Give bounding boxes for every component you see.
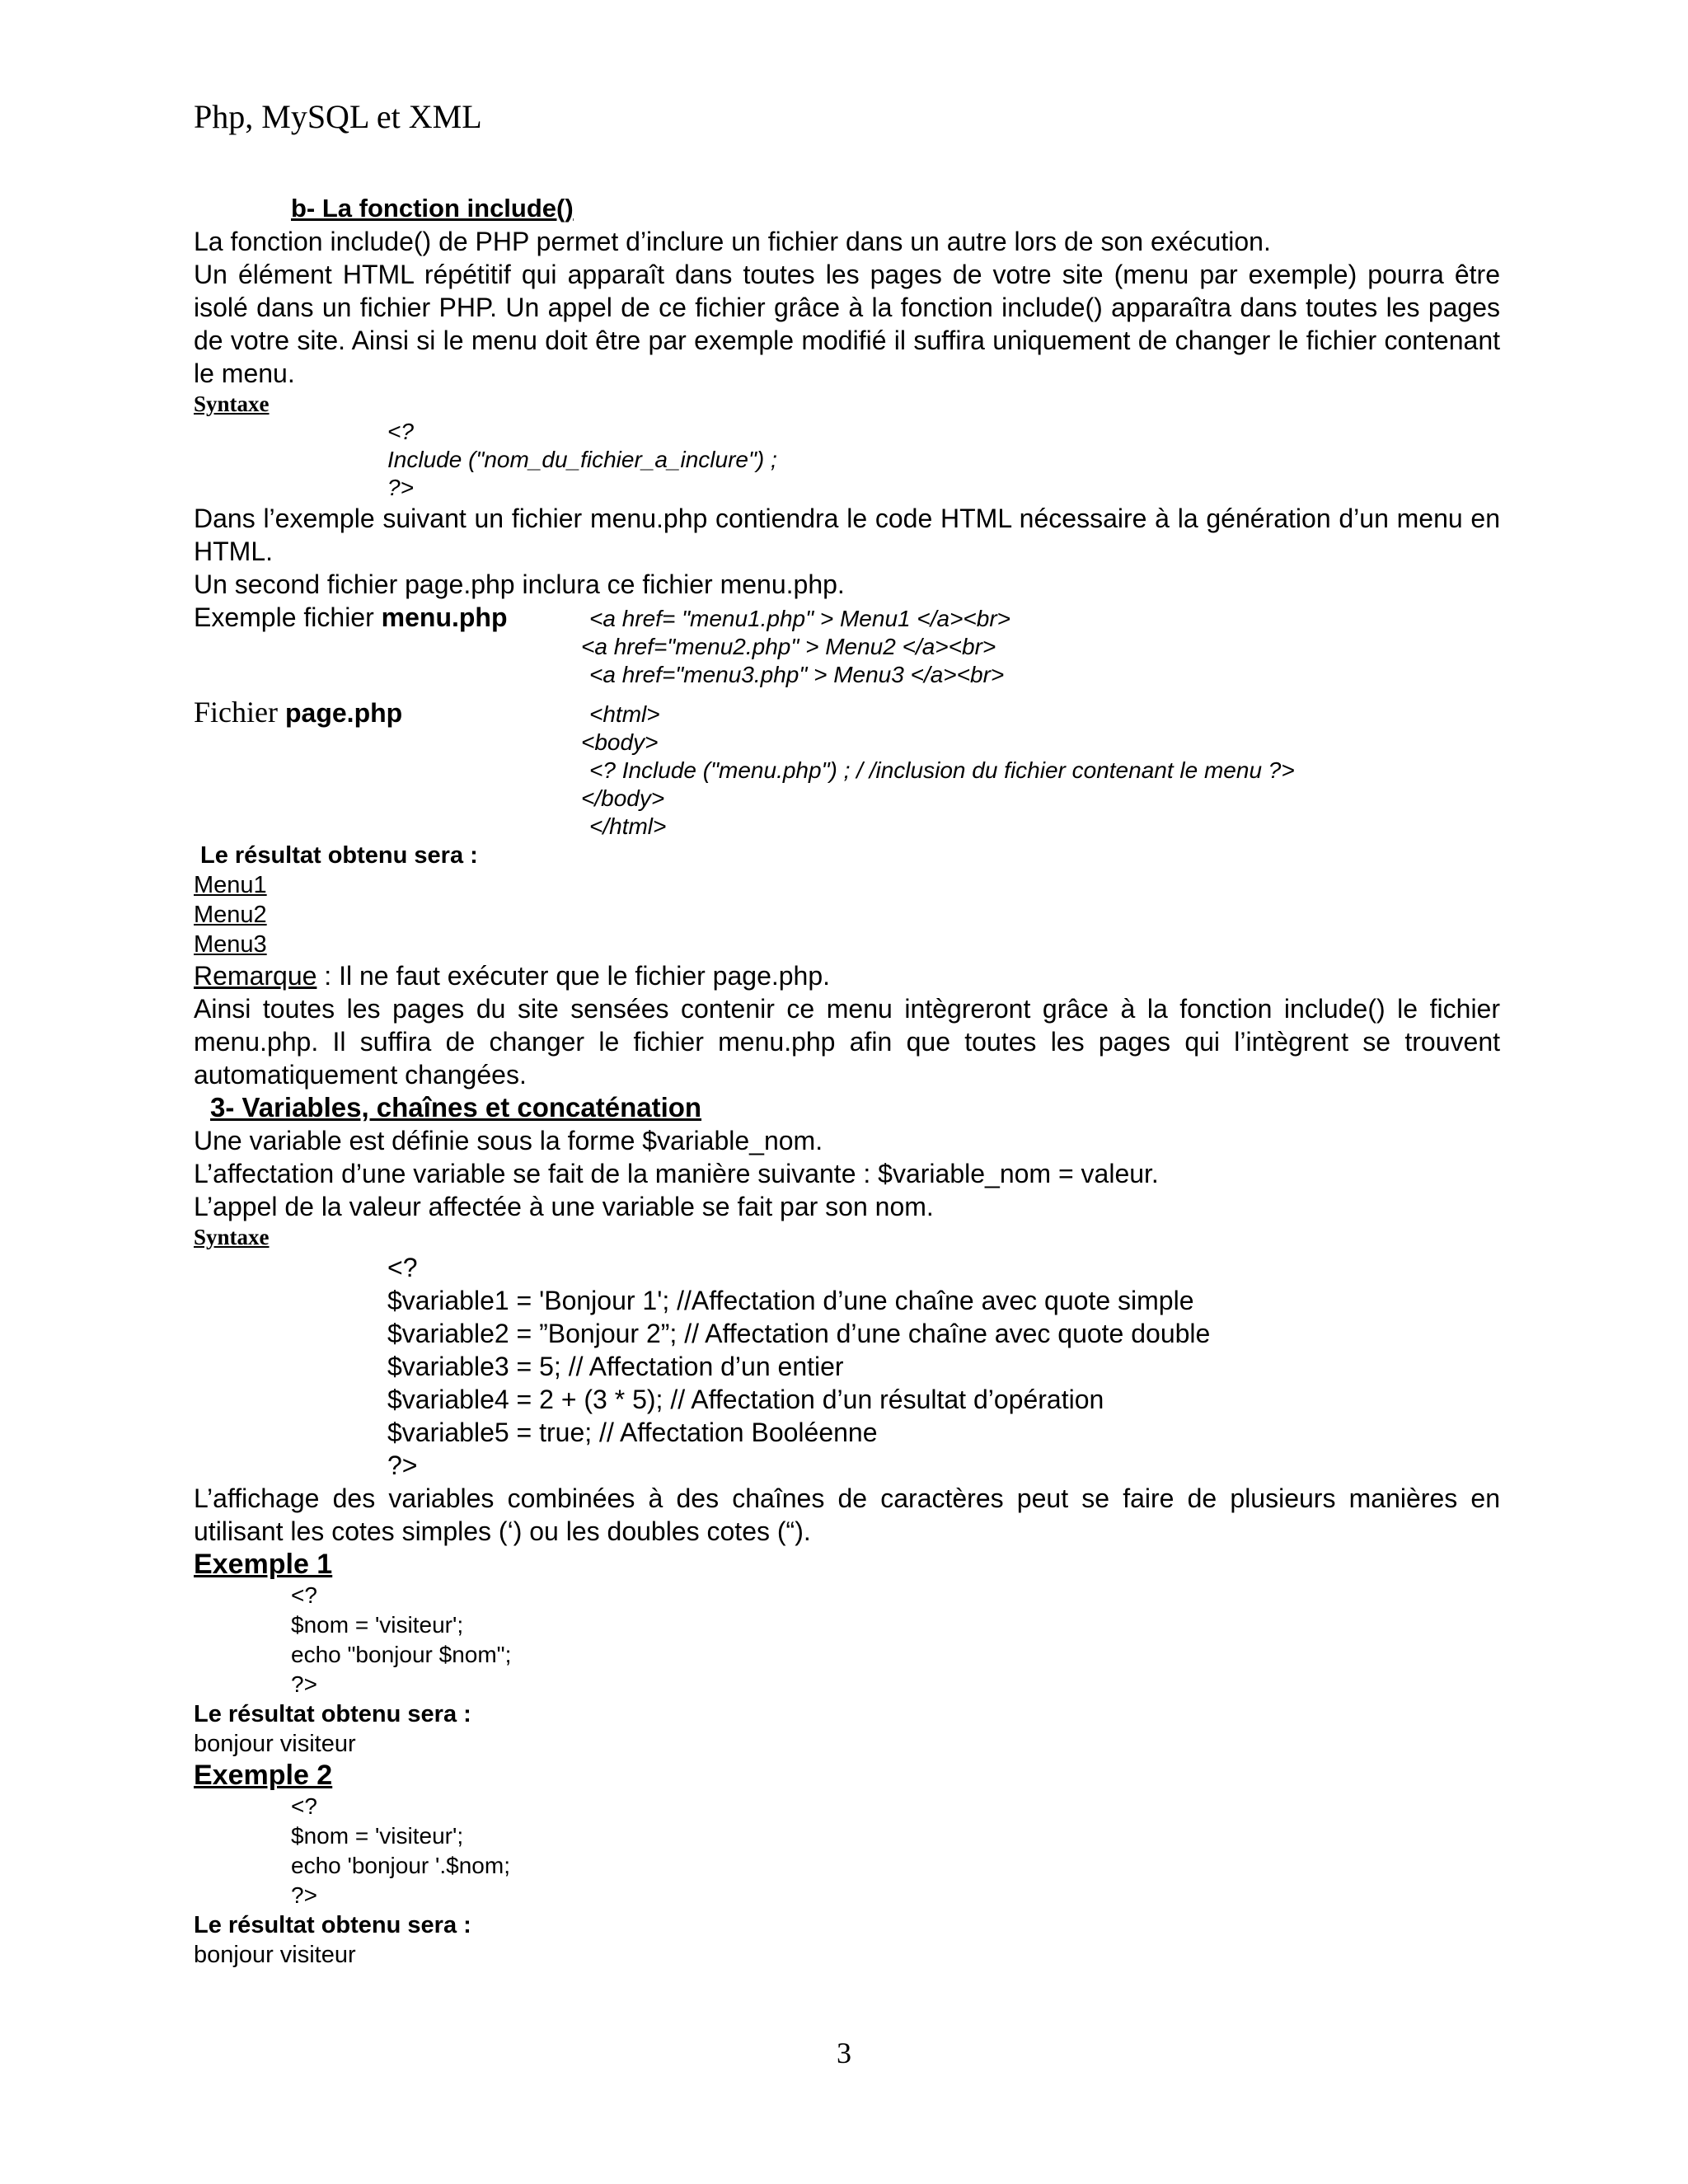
result-value: bonjour visiteur <box>194 1731 356 1757</box>
result-link-menu2: Menu2 <box>194 902 267 928</box>
code-line: $nom = 'visiteur'; <box>291 1823 464 1849</box>
code-line: echo "bonjour $nom"; <box>291 1642 512 1667</box>
code-line: <? <box>291 1793 317 1819</box>
example-title: Exemple 1 <box>194 1549 333 1580</box>
code-line: <a href="menu3.php" > Menu3 </a><br> <box>589 662 1005 687</box>
section-title: 3- Variables, chaînes et concaténation <box>210 1092 702 1122</box>
code-line: <body> <box>581 729 659 755</box>
variables-line: L’appel de la valeur affectée à une variable se fait par son nom. <box>194 1192 934 1221</box>
code-line: <a href="menu2.php" > Menu2 </a><br> <box>581 634 996 659</box>
result-link-menu1: Menu1 <box>194 872 267 898</box>
second-file-line: Un second fichier page.php inclura ce fichier menu.php. <box>194 569 845 599</box>
code-line: </html> <box>589 813 667 839</box>
display-paragraph: L’affichage des variables combinées à des chaînes de caractères peut se faire de plusieurs manières en utilisant les cotes simples (‘) ou les doubles cotes (“). <box>194 1483 1500 1546</box>
menu-example-label <box>194 601 581 634</box>
page-example-label <box>194 696 581 729</box>
remark-text: : Il ne faut exécuter que le fichier page.php. <box>316 961 831 991</box>
result-label: Le résultat obtenu sera : <box>194 1912 471 1938</box>
syntax-label: Syntaxe <box>194 1225 270 1249</box>
remark-paragraph: Ainsi toutes les pages du site sensées contenir ce menu intègreront grâce à la fonction include() le fichier menu.php. Il suffira de changer le fichier menu.php afin que toutes les pages qui l’intègrent se trouvent automatiquement changées. <box>194 994 1500 1090</box>
code-line: $variable2 = ”Bonjour 2”; // Affectation d’une chaîne avec quote double <box>387 1319 1211 1348</box>
page-content <box>194 192 1500 1970</box>
remark-label: Remarque <box>194 961 317 991</box>
menu-label-prefix: Exemple fichier <box>194 602 382 632</box>
example-code <box>291 1581 1500 1699</box>
code-line: <? <box>387 1253 418 1282</box>
page-label-prefix: Fichier <box>194 696 285 729</box>
result-label: Le résultat obtenu sera : <box>200 842 478 869</box>
code-line: echo 'bonjour '.$nom; <box>291 1853 510 1878</box>
code-line: $variable5 = true; // Affectation Booléenne <box>387 1418 878 1447</box>
code-line: Include ("nom_du_fichier_a_inclure") ; <box>387 447 777 472</box>
code-line: $variable4 = 2 + (3 * 5); // Affectation d’un résultat d’opération <box>387 1385 1104 1414</box>
syntax-label: Syntaxe <box>194 391 270 416</box>
code-line: <a href= "menu1.php" > Menu1 </a><br> <box>589 606 1011 631</box>
code-line: <? <box>291 1582 317 1608</box>
page-label-filename: page.php <box>284 698 403 728</box>
running-header: Php, MySQL et XML <box>194 98 482 135</box>
subsection-title: b- La fonction include() <box>291 194 574 223</box>
page-code <box>581 701 1295 841</box>
page-example-row <box>194 696 1500 841</box>
code-line: <? Include ("menu.php") ; / /inclusion du fichier contenant le menu ?> <box>589 757 1295 783</box>
result-link-menu3: Menu3 <box>194 931 267 958</box>
include-paragraph: Un élément HTML répétitif qui apparaît dans toutes les pages de votre site (menu par exemple) pourra être isolé dans un fichier PHP. Un appel de ce fichier grâce à la fonction include() apparaîtra dans toutes les pages de votre site. Ainsi si le menu doit être par exemple modifié il suffira uniquement de changer le fichier contenant le menu. <box>194 260 1500 388</box>
example-code <box>291 1792 1500 1910</box>
variables-syntax-code <box>387 1251 1500 1482</box>
code-line: ?> <box>387 1451 418 1480</box>
menu-code <box>581 605 1010 689</box>
code-line: $variable1 = 'Bonjour 1'; //Affectation d’une chaîne avec quote simple <box>387 1286 1194 1315</box>
code-line: ?> <box>387 475 414 500</box>
code-line: <html> <box>589 701 660 727</box>
menu-example-row <box>194 601 1500 689</box>
result-label: Le résultat obtenu sera : <box>194 1701 471 1727</box>
variables-line: L’affectation d’une variable se fait de la manière suivante : $variable_nom = valeur. <box>194 1159 1159 1188</box>
code-line: <? <box>387 419 414 444</box>
menu-label-filename: menu.php <box>381 602 508 632</box>
code-line: $nom = 'visiteur'; <box>291 1612 464 1638</box>
code-line: $variable3 = 5; // Affectation d’un entier <box>387 1352 844 1381</box>
variables-line: Une variable est définie sous la forme $variable_nom. <box>194 1126 823 1155</box>
remark-line <box>194 959 1500 992</box>
code-line: ?> <box>291 1882 317 1908</box>
result-value: bonjour visiteur <box>194 1942 356 1968</box>
example-intro: Dans l’exemple suivant un fichier menu.php contiendra le code HTML nécessaire à la génération d’un menu en HTML. <box>194 504 1500 566</box>
include-syntax-code <box>387 418 1500 502</box>
code-line: </body> <box>581 785 665 811</box>
intro-line: La fonction include() de PHP permet d’inclure un fichier dans un autre lors de son exécution. <box>194 227 1271 256</box>
page-number: 3 <box>837 2036 851 2069</box>
code-line: ?> <box>291 1671 317 1697</box>
example-title: Exemple 2 <box>194 1760 333 1791</box>
